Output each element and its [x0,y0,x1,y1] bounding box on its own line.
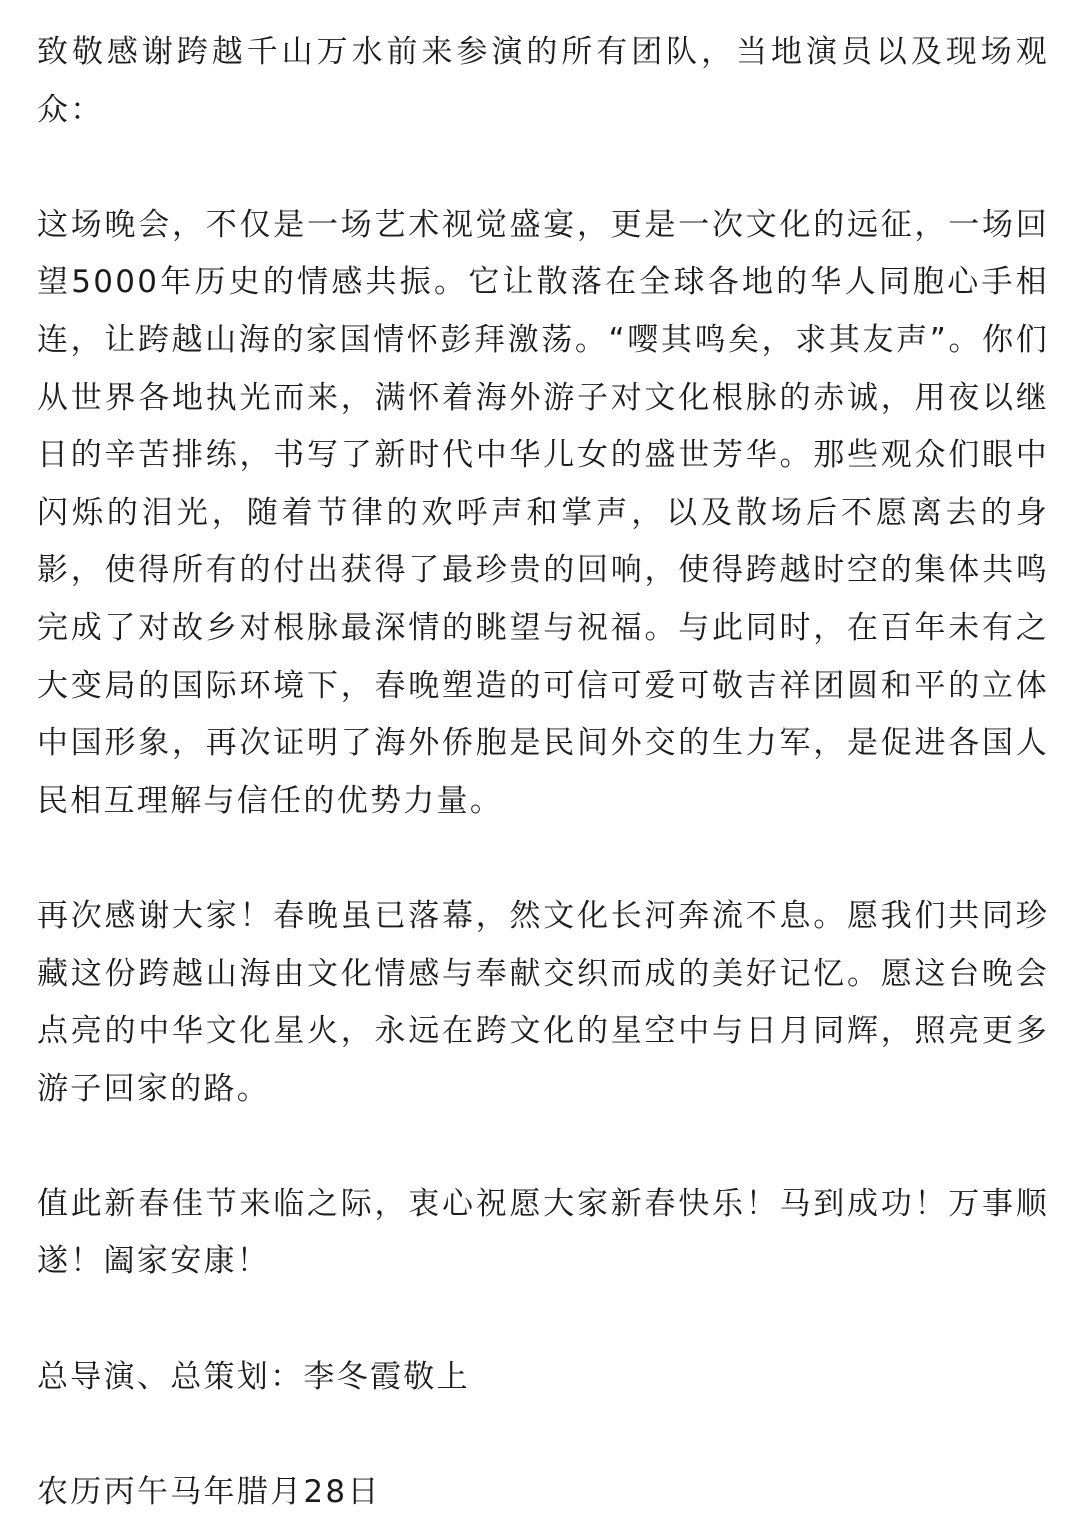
body-paragraph-2: 再次感谢大家！春晚虽已落幕，然文化长河奔流不息。愿我们共同珍藏这份跨越山海由文化情感与奉献交织而成的美好记忆。愿这台晚会点亮的中华文化星火，永远在跨文化的星空中与日月同辉，照亮更多游子回家的路。 [37,897,1049,1107]
wishes-paragraph: 值此新春佳节来临之际，衷心祝愿大家新春快乐！马到成功！万事顺遂！阖家安康！ [37,1185,1049,1280]
greeting-paragraph: 致敬感谢跨越千山万水前来参演的所有团队，当地演员以及现场观众： [37,34,1049,128]
signature-line: 总导演、总策划：李冬霞敬上 [37,1358,470,1395]
letter-body [37,24,1049,1521]
date-line: 农历丙午马年腊月28日 [37,1473,381,1510]
body-paragraph-1: 这场晚会，不仅是一场艺术视觉盛宴，更是一次文化的远征，一场回望5000年历史的情感共振。它让散落在全球各地的华人同胞心手相连，让跨越山海的家国情怀彭拜激荡。“嘤其鸣矣，求其友声”。你们从世界各地执光而来，满怀着海外游子对文化根脉的赤诚，用夜以继日的辛苦排练，书写了新时代中华儿女的盛世芳华。那些观众们眼中闪烁的泪光，随着节律的欢呼声和掌声，以及散场后不愿离去的身影，使得所有的付出获得了最珍贵的回响，使得跨越时空的集体共鸣完成了对故乡对根脉最深情的眺望与祝福。与此同时，在百年未有之大变局的国际环境下，春晚塑造的可信可爱可敬吉祥团圆和平的立体中国形象，再次证明了海外侨胞是民间外交的生力军，是促进各国人民相互理解与信任的优势力量。 [37,206,1049,819]
